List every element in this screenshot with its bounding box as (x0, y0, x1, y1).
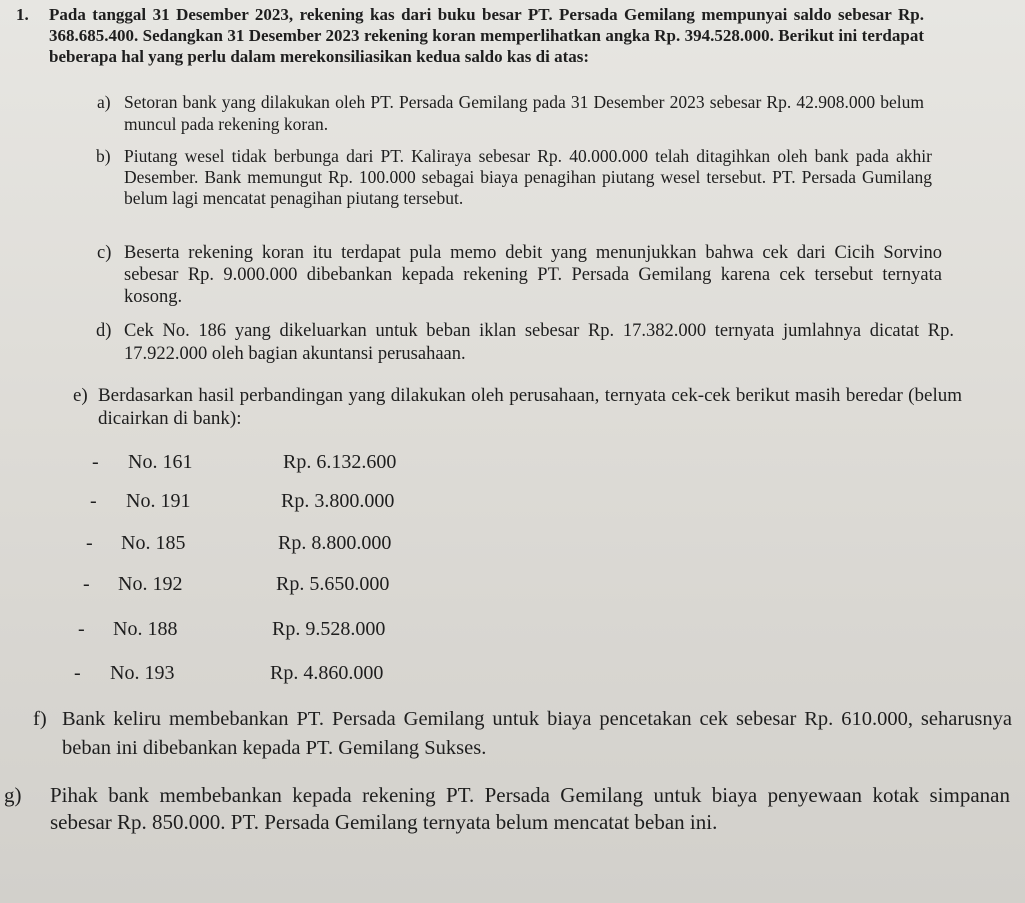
check-amount: Rp. 8.800.000 (278, 532, 392, 554)
check-amount: Rp. 3.800.000 (281, 490, 395, 512)
bullet-dash: - (92, 451, 99, 473)
check-number: No. 193 (110, 662, 175, 684)
question-intro: Pada tanggal 31 Desember 2023, rekening kas dari buku besar PT. Persada Gemilang mempunyai saldo sebesar Rp. 368.685.400. Sedangkan 31 Desember 2023 rekening koran memperlihatkan angka Rp. 394.528.000. Berikut ini terdapat beberapa hal yang perlu dalam merekonsiliasikan kedua saldo kas di atas: (49, 5, 924, 66)
bullet-dash: - (74, 662, 81, 684)
item-text: Berdasarkan hasil perbandingan yang dilakukan oleh perusahaan, ternyata cek-cek berikut masih beredar (belum dicairkan di bank): (98, 385, 962, 429)
item-label: g) (4, 783, 22, 807)
item-text: Setoran bank yang dilakukan oleh PT. Persada Gemilang pada 31 Desember 2023 sebesar Rp. 42.908.000 belum muncul pada rekening koran. (124, 92, 924, 134)
item-label: a) (97, 92, 111, 112)
item-text: Pihak bank membebankan kepada rekening PT. Persada Gemilang untuk biaya penyewaan kotak simpanan sebesar Rp. 850.000. PT. Persada Gemilang ternyata belum mencatat beban ini. (50, 783, 1010, 834)
check-number: No. 191 (126, 490, 191, 512)
check-amount: Rp. 4.860.000 (270, 662, 384, 684)
item-label: c) (97, 243, 112, 263)
check-number: No. 188 (113, 618, 178, 640)
check-number: No. 185 (121, 532, 186, 554)
check-amount: Rp. 9.528.000 (272, 618, 386, 640)
item-label: f) (33, 708, 47, 730)
bullet-dash: - (78, 618, 85, 640)
item-label: e) (73, 385, 88, 406)
bullet-dash: - (90, 490, 97, 512)
check-number: No. 192 (118, 573, 183, 595)
bullet-dash: - (83, 573, 90, 595)
item-text: Cek No. 186 yang dikeluarkan untuk beban iklan sebesar Rp. 17.382.000 ternyata jumlahnya dicatat Rp. 17.922.000 oleh bagian akuntansi perusahaan. (124, 321, 954, 364)
check-number: No. 161 (128, 451, 193, 473)
item-text: Beserta rekening koran itu terdapat pula memo debit yang menunjukkan bahwa cek dari Cicih Sorvino sebesar Rp. 9.000.000 dibebankan kepada rekening PT. Persada Gemilang karena cek tersebut ternyata kosong. (124, 243, 942, 307)
question-number: 1. (16, 5, 29, 24)
item-label: d) (96, 321, 112, 341)
item-label: b) (96, 146, 111, 166)
item-text: Piutang wesel tidak berbunga dari PT. Kaliraya sebesar Rp. 40.000.000 telah ditagihkan oleh bank pada akhir Desember. Bank memungut Rp. 100.000 sebagai biaya penagihan piutang wesel tersebut. PT. Persada Gumilang belum lagi mencatat penagihan piutang tersebut. (124, 146, 932, 208)
check-amount: Rp. 5.650.000 (276, 573, 390, 595)
item-text: Bank keliru membebankan PT. Persada Gemilang untuk biaya pencetakan cek sebesar Rp. 610.000, seharusnya beban ini dibebankan kepada PT. Gemilang Sukses. (62, 708, 1012, 759)
bullet-dash: - (86, 532, 93, 554)
check-amount: Rp. 6.132.600 (283, 451, 397, 473)
